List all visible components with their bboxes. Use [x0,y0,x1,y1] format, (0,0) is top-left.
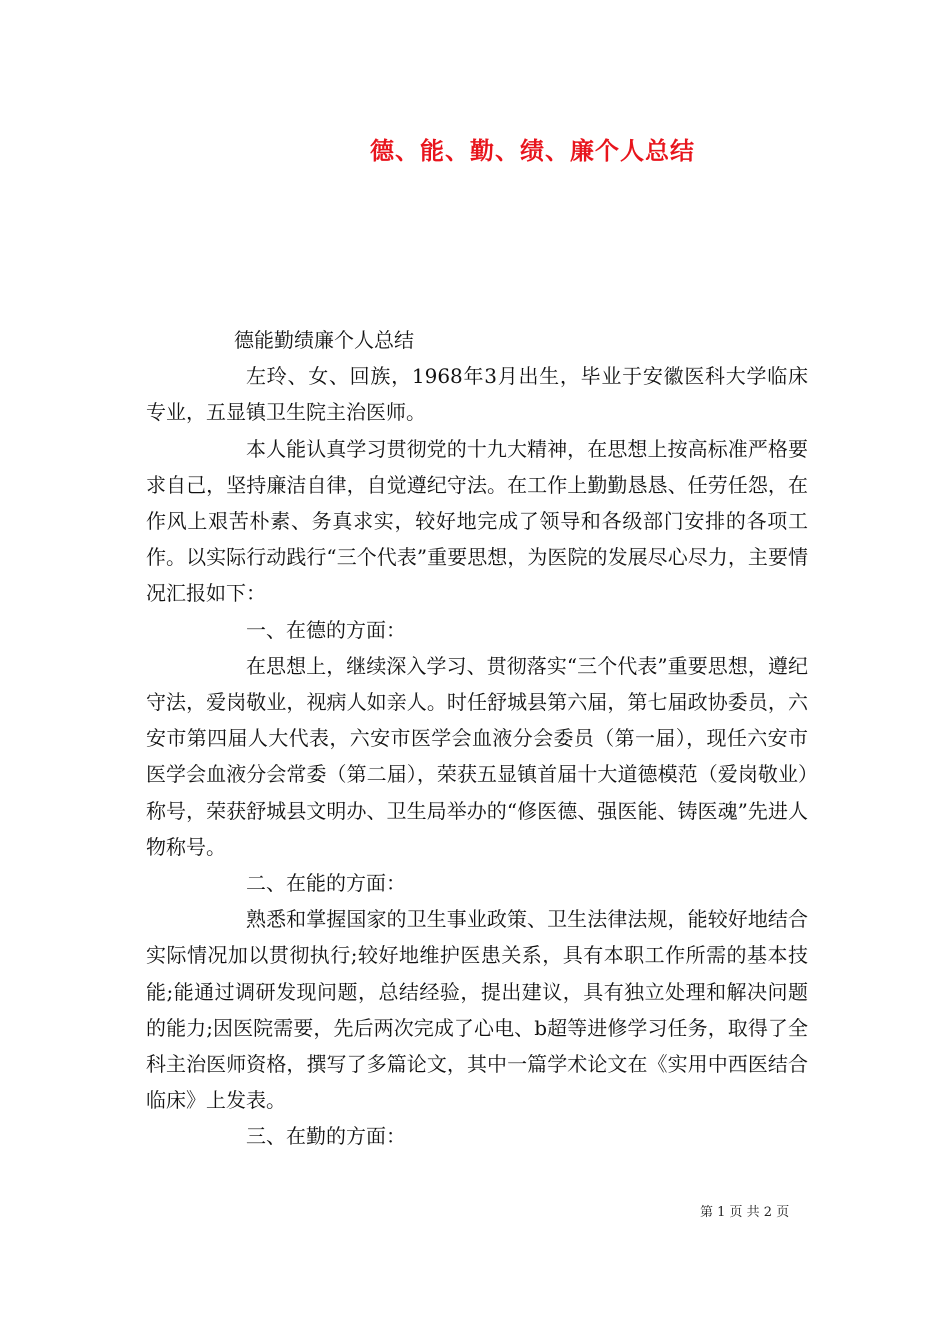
section-heading-diligence: 三、在勤的方面： [246,1124,406,1149]
paragraph-ability: 熟悉和掌握国家的卫生事业政策、卫生法律法规，能较好地结合实际情况加以贯彻执行;较好地维护医患关系，具有本职工作所需的基本技能;能通过调研发现问题，总结经验，提出建议，具有独立处理和解决问题的能力;因医院需要，先后两次完成了心电、b超等进修学习任务，取得了全科主治医师资格，撰写了多篇论文，其中一篇学术论文在《实用中西医结合临床》上发表。 [146,907,808,1113]
page-number-footer: 第 1 页 共 2 页 [700,1205,790,1220]
section-heading-morality: 一、在德的方面： [246,617,406,642]
paragraph-morality: 在思想上，继续深入学习、贯彻落实“三个代表”重要思想，遵纪守法，爱岗敬业，视病人如亲人。时任舒城县第六届，第七届政协委员，六安市第四届人大代表，六安市医学会血液分会委员（第一届），现任六安市医学会血液分会常委（第二届），荣获五显镇首届十大道德模范（爱岗敬业）称号，荣获舒城县文明办、卫生局举办的“修医德、强医能、铸医魂”先进人物称号。 [146,653,808,859]
paragraph-overview: 本人能认真学习贯彻党的十九大精神，在思想上按高标准严格要求自己，坚持廉洁自律，自觉遵纪守法。在工作上勤勤恳恳、任劳任怨，在作风上艰苦朴素、务真求实，较好地完成了领导和各级部门安排的各项工作。以实际行动践行“三个代表”重要思想，为医院的发展尽心尽力，主要情况汇报如下： [146,436,808,606]
section-heading-ability: 二、在能的方面： [246,871,406,896]
document-subheading: 德能勤绩廉个人总结 [234,328,414,352]
document-body [146,322,808,1155]
paragraph-author-info: 左玲、女、回族，1968年3月出生，毕业于安徽医科大学临床专业，五显镇卫生院主治医师。 [146,364,808,425]
document-title: 德、能、勤、绩、廉个人总结 [370,136,695,165]
